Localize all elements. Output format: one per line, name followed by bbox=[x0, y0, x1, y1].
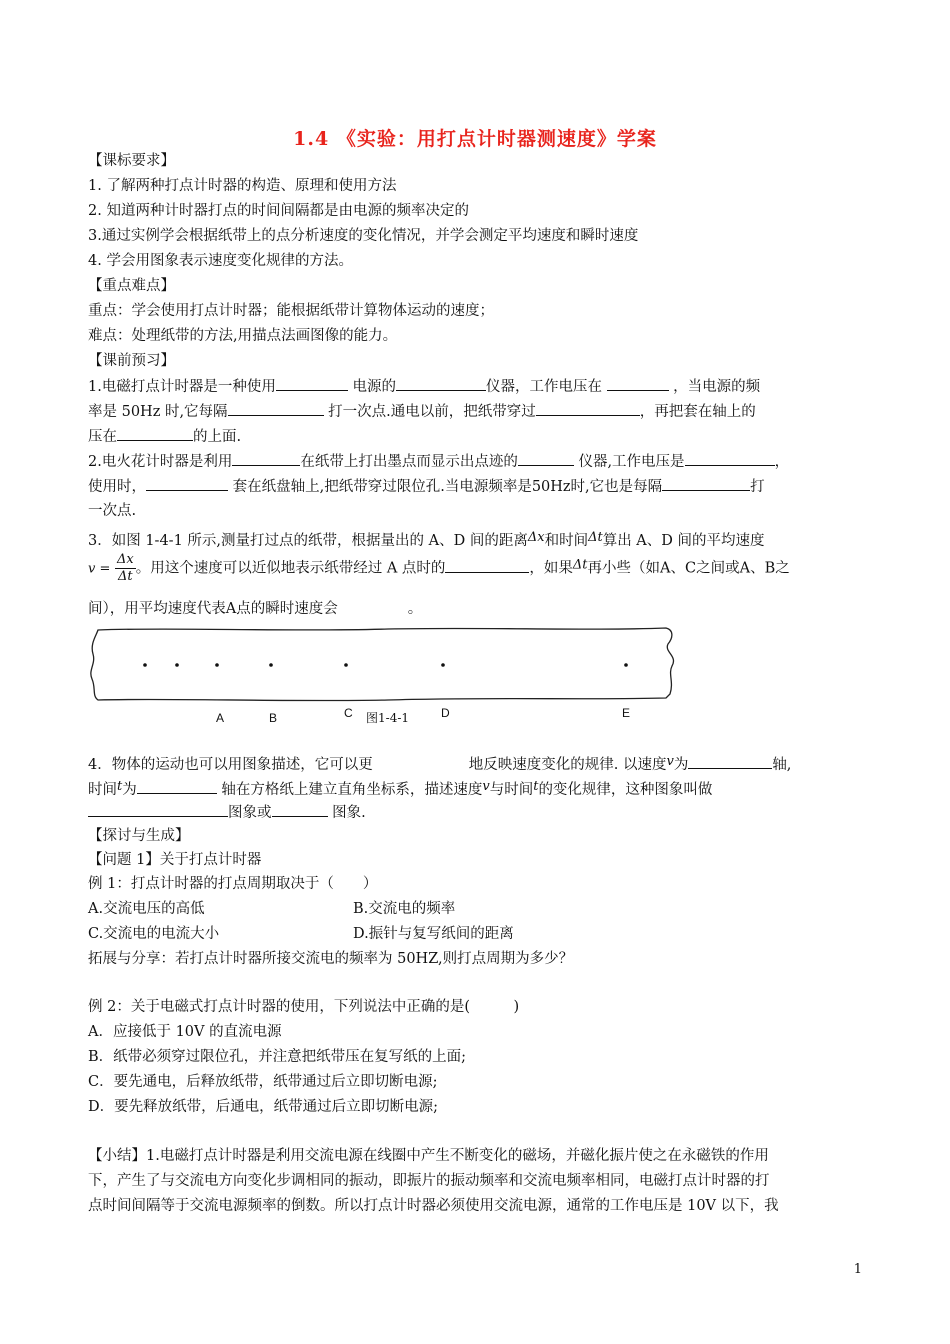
blank[interactable] bbox=[276, 374, 348, 391]
ex2-option-b[interactable]: B．纸带必须穿过限位孔，并注意把纸带压在复写纸的上面; bbox=[88, 1049, 467, 1065]
blank[interactable] bbox=[607, 374, 669, 391]
blank[interactable] bbox=[685, 449, 775, 466]
page-title: 1.4 《实验：用打点计时器测速度》学案 bbox=[293, 128, 657, 150]
blank[interactable] bbox=[518, 449, 574, 466]
tape-dot bbox=[344, 663, 348, 667]
point-label-a: A bbox=[216, 711, 225, 725]
q1-line-2: 率是 50Hz 时,它每隔 打一次点.通电以前，把纸带穿过 ，再把套在轴上的 bbox=[88, 399, 878, 424]
blank[interactable] bbox=[146, 474, 228, 491]
figure-caption: 图1-4-1 bbox=[366, 711, 410, 725]
ex1-option-b[interactable]: B.交流电的频率 bbox=[353, 901, 456, 917]
section-zhongdian: 【重点难点】 bbox=[88, 278, 175, 294]
tape-dot bbox=[215, 663, 219, 667]
ex2-option-a[interactable]: A．应接低于 10V 的直流电源 bbox=[88, 1024, 282, 1040]
ex1-question: 例 1：打点计时器的打点周期取决于（ ） bbox=[88, 876, 378, 892]
ex1-row-2 bbox=[88, 922, 878, 946]
point-label-b: B bbox=[269, 711, 278, 725]
q1-line-1: 1.电磁打点计时器是一种使用 电源的 仪器，工作电压在 ，当电源的频 bbox=[88, 374, 878, 399]
blank[interactable] bbox=[396, 374, 486, 391]
ex2-question: 例 2：关于电磁式打点计时器的使用，下列说法中正确的是( ) bbox=[88, 999, 520, 1015]
section-tantao: 【探讨与生成】 bbox=[88, 828, 190, 844]
ex2-option-d[interactable]: D．要先释放纸带，后通电，纸带通过后立即切断电源; bbox=[88, 1099, 439, 1115]
blank[interactable] bbox=[445, 556, 529, 573]
q3-line-3: 间），用平均速度代表A点的瞬时速度会 。 bbox=[88, 601, 423, 617]
summary-line-1: 【小结】1.电磁打点计时器是利用交流电源在线圈中产生不断变化的磁场，并磁化振片使之在永磁铁的作用 bbox=[88, 1148, 769, 1164]
page-number: 1 bbox=[853, 1262, 862, 1277]
point-label-e: E bbox=[622, 706, 631, 720]
blank[interactable] bbox=[536, 399, 640, 416]
paper-tape-figure bbox=[88, 624, 678, 734]
zhongdian-key: 重点：学会使用打点计时器；能根据纸带计算物体运动的速度； bbox=[88, 303, 494, 319]
q4-line-3: 图象或 图象. bbox=[88, 800, 878, 825]
kebiao-item-1: 1. 了解两种打点计时器的构造、原理和使用方法 bbox=[88, 178, 397, 194]
kebiao-item-4: 4. 学会用图象表示速度变化规律的方法。 bbox=[88, 253, 353, 269]
section-kebiao: 【课标要求】 bbox=[88, 153, 175, 169]
section-yuxi: 【课前预习】 bbox=[88, 353, 175, 369]
q2-line-3: 一次点. bbox=[88, 503, 137, 519]
tape-dot bbox=[175, 663, 179, 667]
summary-line-2: 下，产生了与交流电方向变化步调相同的振动，即振片的振动频率和交流电频率相同，电磁打点计时器的打 bbox=[88, 1173, 770, 1189]
blank[interactable] bbox=[228, 399, 324, 416]
q4-line-1: 4．物体的运动也可以用图象描述，它可以更 地反映速度变化的规律. 以速度v为 轴, bbox=[88, 754, 792, 773]
summary-line-3: 点时间间隔等于交流电源频率的倒数。所以打点计时器必须使用交流电源，通常的工作电压是 10V 以下，我 bbox=[88, 1198, 779, 1214]
point-label-c: C bbox=[344, 706, 353, 720]
ex1-option-d[interactable]: D.振针与复写纸间的距离 bbox=[353, 926, 514, 942]
ex1-extension: 拓展与分享：若打点计时器所接交流电的频率为 50HZ,则打点周期为多少？ bbox=[88, 951, 574, 967]
velocity-fraction: $\frac{\Delta x}{\Delta t}$ bbox=[116, 552, 134, 584]
q3-line-2: v = $\frac{\Delta x}{\Delta t}$。用这个速度可以近似地表示纸带经过 A 点时的 ，如果Δt再小些（如A、C之间或A、B之 bbox=[88, 552, 790, 584]
blank[interactable] bbox=[232, 449, 300, 466]
tape-dot bbox=[143, 663, 147, 667]
ex2-option-c[interactable]: C．要先通电，后释放纸带，纸带通过后立即切断电源; bbox=[88, 1074, 438, 1090]
q4-line-2: 时间t为 轴在方格纸上建立直角坐标系，描述速度v与时间t的变化规律，这种图象叫做 bbox=[88, 779, 713, 798]
blank[interactable] bbox=[272, 800, 328, 817]
tape-dot bbox=[624, 663, 628, 667]
q1-line-3: 压在 的上面. bbox=[88, 424, 878, 449]
wenti-1: 【问题 1】关于打点计时器 bbox=[88, 852, 262, 868]
kebiao-item-2: 2. 知道两种计时器打点的时间间隔都是由电源的频率决定的 bbox=[88, 203, 469, 219]
q3-line-1: 3．如图 1-4-1 所示,测量打过点的纸带，根据量出的 A、D 间的距离Δx和时间Δt算出 A、D 间的平均速度 bbox=[88, 530, 765, 549]
ex1-option-a[interactable]: A.交流电压的高低 bbox=[88, 901, 205, 917]
ex1-option-c[interactable]: C.交流电的电流大小 bbox=[88, 926, 220, 942]
blank[interactable] bbox=[137, 777, 217, 794]
blank[interactable] bbox=[662, 474, 750, 491]
tape-dot bbox=[269, 663, 273, 667]
ex1-row-1 bbox=[88, 897, 878, 921]
tape-dot bbox=[441, 663, 445, 667]
blank[interactable] bbox=[88, 800, 228, 817]
q2-line-2: 使用时， 套在纸盘轴上,把纸带穿过限位孔.当电源频率是50Hz时,它也是每隔 打 bbox=[88, 474, 878, 499]
kebiao-item-3: 3.通过实例学会根据纸带上的点分析速度的变化情况，并学会测定平均速度和瞬时速度 bbox=[88, 228, 639, 244]
blank[interactable] bbox=[688, 752, 772, 769]
zhongdian-difficult: 难点：处理纸带的方法,用描点法画图像的能力。 bbox=[88, 328, 398, 344]
blank[interactable] bbox=[117, 424, 193, 441]
q2-line-1: 2.电火花计时器是利用 在纸带上打出墨点而显示出点迹的 仪器,工作电压是 ， bbox=[88, 449, 878, 474]
point-label-d: D bbox=[441, 706, 450, 720]
